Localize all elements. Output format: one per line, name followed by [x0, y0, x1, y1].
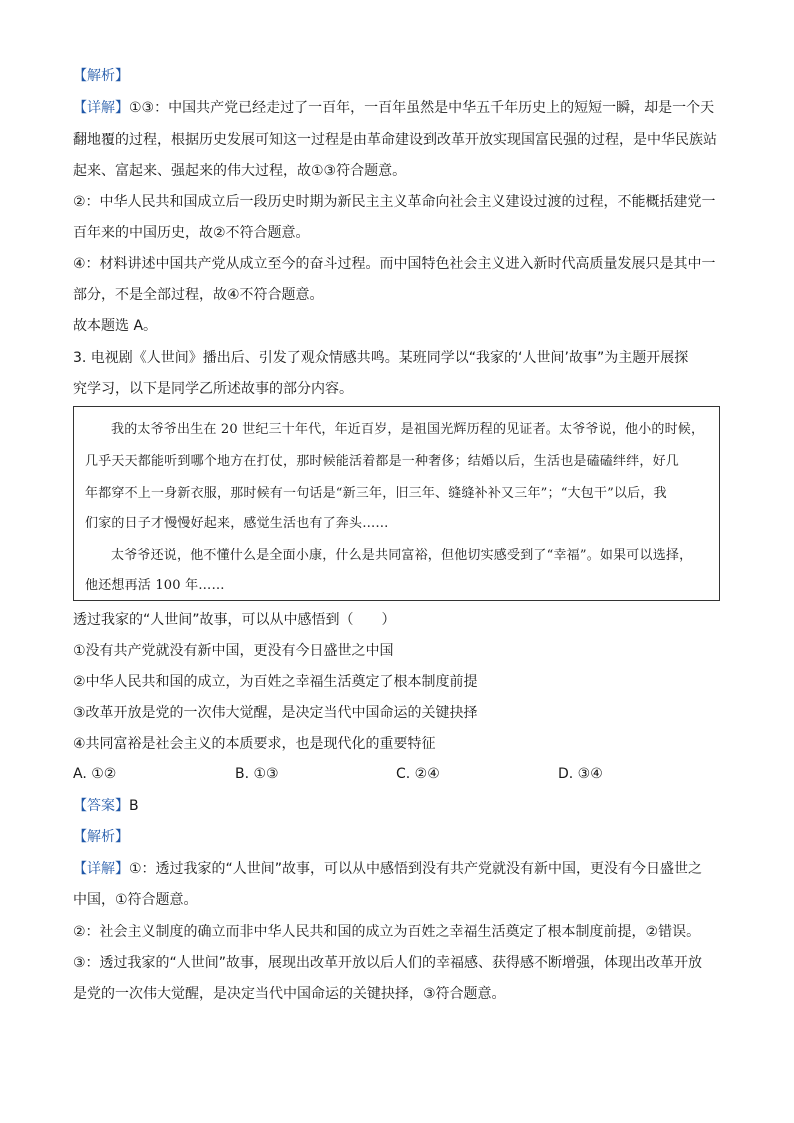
answer-value: B [129, 798, 139, 814]
analysis-detail-line: ②：中华人民共和国成立后一段历史时期为新民主主义革命向社会主义建设过渡的过程，不能概括建党一 [73, 194, 716, 210]
analysis-detail-line: 是党的一次伟大觉醒，是决定当代中国命运的关键抉择，③符合题意。 [73, 986, 506, 1002]
choice-b[interactable]: B. ①③ [235, 766, 279, 782]
choice-d[interactable]: D. ③④ [558, 766, 603, 782]
quote-line: 们家的日子才慢慢好起来，感觉生活也有了奔头…… [85, 516, 389, 531]
analysis-detail-line: ④：材料讲述中国共产党从成立至今的奋斗过程。而中国特色社会主义进入新时代高质量发展只是其中一 [73, 256, 716, 272]
question-stem: 3. 电视剧《人世间》播出后、引发了观众情感共鸣。某班同学以“我家的‘人世间’故事”为主题开展探 [73, 350, 689, 366]
analysis-detail-line: 百年来的中国历史，故②不符合题意。 [73, 225, 310, 241]
quote-line: 几乎天天都能听到哪个地方在打仗，那时候能活着都是一种奢侈；结婚以后，生活也是磕磕绊绊，好几 [85, 454, 680, 469]
story-quote-box [73, 406, 720, 601]
answer-choices [73, 764, 733, 784]
analysis-conclusion: 故本题选 A。 [73, 318, 158, 334]
detail-text: ①③：中国共产党已经走过了一百年，一百年虽然是中华五千年历史上的短短一瞬，却是一个天 [129, 100, 715, 116]
quote-line: 年都穿不上一身新衣服，那时候有一句话是“新三年，旧三年、缝缝补补又三年”；“大包干”以后，我 [85, 486, 667, 501]
detail-text: ①：透过我家的“人世间”故事，可以从中感悟到没有共产党就没有新中国，更没有今日盛世之 [129, 861, 703, 877]
answer-label: 【答案】 [73, 798, 129, 814]
analysis-detail-line: 中国，①符合题意。 [73, 892, 198, 908]
question-prompt: 透过我家的“人世间”故事，可以从中感悟到（ ） [73, 612, 396, 628]
analysis-detail-line: 翻地覆的过程，根据历史发展可知这一过程是由革命建设到改革开放实现国富民强的过程，是中华民族站 [73, 132, 717, 148]
quote-line: 他还想再活 100 年…… [85, 578, 225, 593]
analysis-detail-line: ③：透过我家的“人世间”故事，展现出改革开放以后人们的幸福感、获得感不断增强，体现出改革开放 [73, 955, 703, 971]
analysis-detail-line: 起来、富起来、强起来的伟大过程，故①③符合题意。 [73, 163, 407, 179]
statement-option: ①没有共产党就没有新中国，更没有今日盛世之中国 [73, 643, 394, 659]
analysis-detail-line: ②：社会主义制度的确立而非中华人民共和国的成立为百姓之幸福生活奠定了根本制度前提，②错误。 [73, 924, 701, 940]
analysis-label: 【解析】 [73, 829, 129, 845]
analysis-detail-line: 部分，不是全部过程，故④不符合题意。 [73, 287, 324, 303]
question-stem: 究学习，以下是同学乙所述故事的部分内容。 [73, 381, 353, 397]
choice-a[interactable]: A. ①② [73, 766, 117, 782]
quote-line: 太爷爷还说，他不懂什么是全面小康，什么是共同富裕，但他切实感受到了“幸福”。如果可以选择， [111, 548, 693, 563]
statement-option: ③改革开放是党的一次伟大觉醒，是决定当代中国命运的关键抉择 [73, 705, 478, 721]
choice-c[interactable]: C. ②④ [396, 766, 440, 782]
analysis-detail-line [73, 859, 702, 879]
statement-option: ②中华人民共和国的成立，为百姓之幸福生活奠定了根本制度前提 [73, 674, 478, 690]
analysis-detail-line [73, 98, 714, 118]
quote-line: 我的太爷爷出生在 20 世纪三十年代，年近百岁，是祖国光辉历程的见证者。太爷爷说，他小的时候， [111, 422, 705, 437]
analysis-label: 【解析】 [73, 68, 129, 84]
detail-label: 【详解】 [73, 100, 129, 116]
detail-label: 【详解】 [73, 861, 129, 877]
answer-line [73, 796, 139, 816]
statement-option: ④共同富裕是社会主义的本质要求，也是现代化的重要特征 [73, 736, 436, 752]
